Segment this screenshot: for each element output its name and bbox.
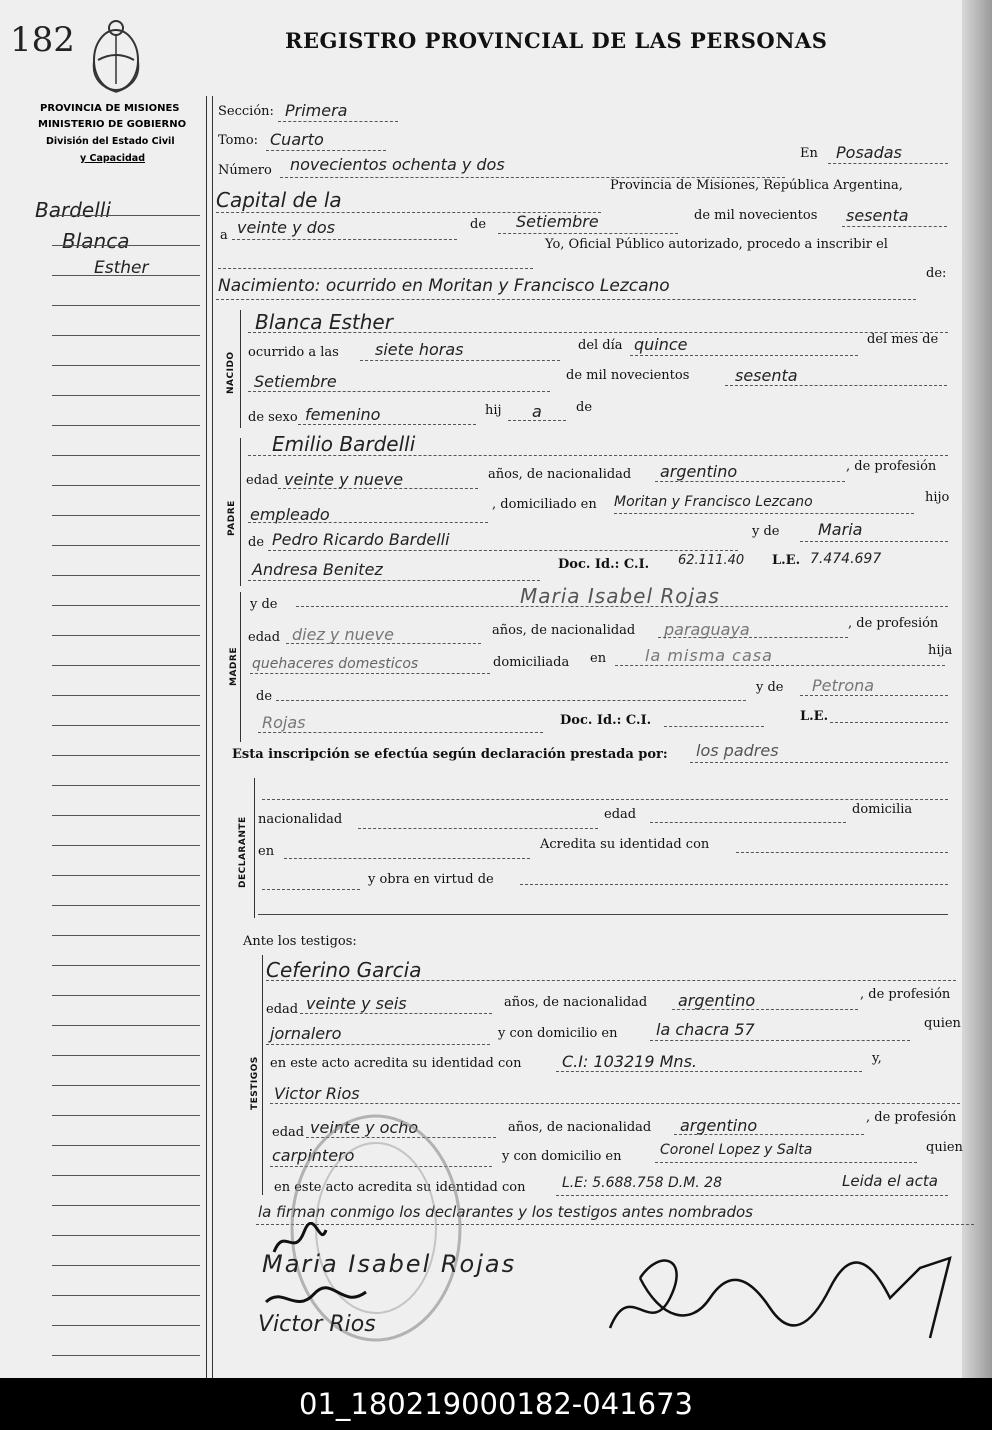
declarante-en-label: en	[258, 844, 275, 859]
anio-registro: sesenta	[846, 206, 909, 225]
a-label: a	[220, 228, 228, 243]
lugar-value: Posadas	[836, 143, 902, 162]
madre-edad-line	[286, 643, 481, 644]
padre-le-label: L.E.	[772, 553, 801, 568]
padre-bracket	[240, 438, 241, 586]
declarante-extra-line	[262, 889, 360, 890]
padre-madre-line	[800, 541, 948, 542]
hij-value: a	[532, 402, 542, 421]
declarante-dom-label: domicilia	[852, 802, 913, 817]
madre-prof-line	[250, 673, 490, 674]
nacido-nombre: Blanca Esther	[255, 310, 393, 334]
nacido-nombre-line	[248, 332, 948, 333]
nacido-section-label: NACIDO	[226, 351, 236, 394]
tomo-value: Cuarto	[270, 130, 324, 149]
margin-ruled-line	[52, 1055, 200, 1056]
testigo2-dom-label: y con domicilio en	[502, 1149, 622, 1164]
margin-first-name: Blanca	[62, 229, 130, 253]
margin-surname: Bardelli	[35, 198, 111, 222]
margin-ruled-line	[52, 665, 200, 666]
madre-nacionalidad: paraguaya	[664, 620, 750, 639]
testigo1-edad-line	[300, 1013, 492, 1014]
testigo1-ci: C.I: 103219 Mns.	[562, 1052, 697, 1071]
padre-padre-line	[268, 550, 738, 551]
signature-official	[600, 1238, 960, 1358]
hij-label: hij	[485, 403, 502, 418]
margin-ruled-line	[52, 1265, 200, 1266]
madre-yde-label: y de	[250, 597, 278, 612]
padre-hijo-label: hijo	[925, 490, 950, 505]
madre-dom-line	[615, 665, 945, 666]
declaracion-text: Esta inscripción se efectúa según declaración prestada por:	[232, 747, 668, 762]
margin-ruled-line	[52, 215, 200, 216]
madre-domicilio: la misma casa	[645, 646, 773, 665]
madre-prof-label: , de profesión	[848, 616, 939, 631]
margin-ruled-line	[52, 1355, 200, 1356]
margin-ruled-line	[52, 335, 200, 336]
testigo1-quien: quien	[924, 1016, 961, 1031]
margin-ruled-line	[52, 755, 200, 756]
signature-testigo: Victor Rios	[258, 1312, 376, 1337]
testigo2-edad: veinte y ocho	[310, 1118, 419, 1137]
madre-nombre-line	[296, 606, 948, 607]
testigo1-nombre-line	[266, 980, 956, 981]
dia-label: del día	[578, 338, 623, 353]
madre-section-label: MADRE	[229, 647, 239, 686]
margin-ruled-line	[52, 1025, 200, 1026]
provincia-text: Provincia de Misiones, República Argentina,	[610, 178, 903, 193]
testigo1-dom-line	[650, 1040, 910, 1041]
testigo2-prof: carpintero	[272, 1146, 355, 1165]
padre-edad-label: edad	[246, 473, 279, 488]
margin-ruled-line	[52, 725, 200, 726]
margin-ruled-line	[52, 605, 200, 606]
lugar-line	[828, 163, 948, 164]
margin-ruled-line	[52, 965, 200, 966]
testigo2-nac-label: años, de nacionalidad	[508, 1120, 652, 1135]
madre-de-line	[276, 700, 746, 701]
anio-nacido-line	[725, 385, 947, 386]
declarante-edad-label: edad	[604, 807, 637, 822]
declarante-edad-line	[650, 822, 846, 823]
padre-le: 7.474.697	[810, 551, 882, 567]
anio-nacido: sesenta	[735, 366, 798, 385]
hora-value: siete horas	[375, 340, 464, 359]
margin-ruled-line	[52, 1205, 200, 1206]
testigo1-dom: la chacra 57	[656, 1020, 755, 1039]
de-label: de	[470, 217, 487, 232]
declarante-nac-label: nacionalidad	[258, 812, 343, 827]
document-footer-id: 01_180219000182-041673	[0, 1378, 992, 1430]
madre-de-label: de	[256, 689, 273, 704]
testigo2-nac-line	[674, 1134, 864, 1135]
declarante-nac-line	[358, 828, 598, 829]
testigo1-prof-label: , de profesión	[860, 987, 951, 1002]
cierre-texto: la firman conmigo los declarantes y los testigos antes nombrados	[258, 1203, 753, 1221]
margin-ruled-line	[52, 995, 200, 996]
blank-line	[218, 268, 533, 269]
padre-madre2-line	[248, 580, 540, 581]
margin-ruled-line	[52, 515, 200, 516]
seccion-value: Primera	[285, 101, 348, 120]
header-province: PROVINCIA DE MISIONES	[40, 103, 180, 114]
testigo1-nac-label: años, de nacionalidad	[504, 995, 648, 1010]
testigo1-nombre: Ceferino Garcia	[266, 958, 422, 982]
declarante-acredita-label: Acredita su identidad con	[540, 837, 710, 852]
header-capacity: y Capacidad	[80, 153, 145, 164]
mes-registro: Setiembre	[516, 212, 599, 231]
margin-ruled-line	[52, 1145, 200, 1146]
madre-le-line	[830, 722, 948, 723]
padre-nac-label: años, de nacionalidad	[488, 467, 632, 482]
nacido-de-label: de	[576, 400, 593, 415]
margin-divider-inner	[212, 96, 213, 1378]
margin-ruled-line	[52, 545, 200, 546]
testigo1-y: y,	[872, 1051, 882, 1066]
sexo-value: femenino	[305, 405, 381, 424]
testigo2-dom: Coronel Lopez y Salta	[660, 1142, 813, 1158]
en-label: En	[800, 146, 818, 161]
testigo1-nac: argentino	[678, 991, 756, 1010]
page-edge-shadow	[962, 0, 992, 1378]
declarante-nombre-line	[262, 799, 948, 800]
inscripcion-line	[216, 299, 916, 300]
declarante-obra-line	[520, 884, 948, 885]
dia-registro: veinte y dos	[237, 218, 335, 237]
testigo2-quien: quien	[926, 1140, 963, 1155]
cierre-leida: Leida el acta	[842, 1172, 938, 1190]
testigo1-acredita-label: en este acto acredita su identidad con	[270, 1056, 522, 1071]
inscripcion-value: Nacimiento: ocurrido en Moritan y Francisco Lezcano	[218, 276, 670, 296]
madre-madre: Petrona	[812, 676, 875, 695]
mes-nacido: Setiembre	[254, 372, 337, 391]
header-division: División del Estado Civil	[46, 136, 175, 147]
margin-ruled-line	[52, 1325, 200, 1326]
declarante-obra-label: y obra en virtud de	[368, 872, 494, 887]
margin-second-name: Esther	[94, 258, 149, 278]
declarante-en-line	[284, 858, 530, 859]
margin-ruled-line	[52, 845, 200, 846]
margin-ruled-line	[52, 875, 200, 876]
de-colon: de:	[926, 266, 947, 281]
margin-ruled-line	[52, 695, 200, 696]
margin-ruled-line	[52, 1235, 200, 1236]
dia-nacido: quince	[634, 335, 688, 354]
testigo2-dom-line	[655, 1162, 917, 1163]
padre-profesion: empleado	[250, 505, 330, 524]
tomo-line	[266, 150, 386, 151]
mes-nacido-line	[248, 391, 550, 392]
padre-prof-label: , de profesión	[846, 459, 937, 474]
margin-ruled-line	[52, 785, 200, 786]
declaracion-por: los padres	[696, 741, 779, 760]
padre-de-label: de	[248, 535, 265, 550]
testigo2-nombre: Victor Rios	[274, 1084, 360, 1103]
margin-ruled-line	[52, 485, 200, 486]
seccion-line	[278, 121, 398, 122]
padre-yde-label: y de	[752, 524, 780, 539]
margin-ruled-line	[52, 1115, 200, 1116]
lugar2-value: Capital de la	[216, 188, 342, 212]
margin-ruled-line	[52, 1085, 200, 1086]
testigo2-nac: argentino	[680, 1116, 758, 1135]
padre-edad-line	[278, 488, 478, 489]
madre-dom-label: domiciliada	[493, 655, 570, 670]
dia-nacido-line	[630, 355, 858, 356]
page-title: REGISTRO PROVINCIAL DE LAS PERSONAS	[285, 28, 828, 53]
oficial-text: Yo, Oficial Público autorizado, procedo a inscribir el	[545, 237, 888, 252]
margin-ruled-line	[52, 425, 200, 426]
testigo1-edad-label: edad	[266, 1002, 299, 1017]
padre-nac-line	[655, 481, 845, 482]
madre-madre-line	[800, 695, 948, 696]
hij-line	[508, 420, 566, 421]
mes-label: del mes de	[867, 332, 939, 347]
madre-yde2-label: y de	[756, 680, 784, 695]
nacido-bracket	[240, 310, 241, 428]
numero-label: Número	[218, 163, 272, 178]
anio-nacido-label: de mil novecientos	[566, 368, 690, 383]
madre-nac-line	[658, 637, 848, 638]
sexo-label: de sexo	[248, 410, 298, 425]
margin-ruled-line	[52, 365, 200, 366]
madre-nombre: Maria Isabel Rojas	[520, 584, 720, 608]
padre-madre: Maria	[818, 520, 863, 539]
testigos-section-label: TESTIGOS	[250, 1056, 260, 1110]
testigo2-nombre-line	[270, 1103, 960, 1104]
hora-line	[360, 360, 560, 361]
testigo1-nac-line	[672, 1009, 858, 1010]
declarante-section-label: DECLARANTE	[238, 816, 248, 888]
padre-section-label: PADRE	[227, 500, 237, 536]
madre-nac-label: años, de nacionalidad	[492, 623, 636, 638]
testigo1-dom-label: y con domicilio en	[498, 1026, 618, 1041]
madre-ci-line	[664, 726, 764, 727]
declaracion-line	[690, 762, 948, 763]
tomo-label: Tomo:	[218, 133, 259, 148]
header-ministry: MINISTERIO DE GOBIERNO	[38, 119, 187, 130]
margin-ruled-line	[52, 305, 200, 306]
testigo1-prof-line	[266, 1044, 490, 1045]
testigo2-ci-line	[556, 1195, 948, 1196]
testigos-bracket	[262, 955, 263, 1195]
numero-value: novecientos ochenta y dos	[290, 155, 505, 174]
anio-registro-line	[842, 226, 947, 227]
madre-edad-label: edad	[248, 630, 281, 645]
padre-edad: veinte y nueve	[284, 470, 404, 489]
testigo2-edad-label: edad	[272, 1125, 305, 1140]
testigo1-prof: jornalero	[270, 1024, 342, 1043]
sexo-line	[298, 424, 476, 425]
madre-edad: diez y nueve	[292, 625, 394, 644]
testigo2-acredita-label: en este acto acredita su identidad con	[274, 1180, 526, 1195]
testigo2-prof-label: , de profesión	[866, 1110, 957, 1125]
signature-madre: Maria Isabel Rojas	[262, 1250, 517, 1278]
margin-ruled-line	[52, 815, 200, 816]
padre-padre: Pedro Ricardo Bardelli	[272, 530, 450, 549]
declarante-bracket	[254, 778, 255, 918]
dia-registro-line	[232, 239, 457, 240]
margin-ruled-line	[52, 935, 200, 936]
mes-registro-line	[498, 233, 678, 234]
margin-ruled-line	[52, 1295, 200, 1296]
anio-label: de mil novecientos	[694, 208, 818, 223]
padre-dom-line	[614, 513, 914, 514]
margin-ruled-line	[52, 905, 200, 906]
madre-madre2: Rojas	[262, 713, 306, 732]
padre-nacionalidad: argentino	[660, 462, 738, 481]
declarante-end-line	[258, 914, 948, 915]
padre-nombre: Emilio Bardelli	[272, 432, 416, 456]
madre-doc-label: Doc. Id.: C.I.	[560, 713, 652, 728]
madre-madre2-line	[258, 732, 543, 733]
padre-dom-label: , domiciliado en	[492, 497, 597, 512]
ocurrido-label: ocurrido a las	[248, 345, 339, 360]
declarante-acredita-line	[736, 852, 948, 853]
margin-divider	[206, 96, 207, 1378]
testigo1-edad: veinte y seis	[306, 994, 407, 1013]
madre-profesion: quehaceres domesticos	[252, 656, 419, 672]
madre-bracket	[240, 592, 241, 742]
margin-ruled-line	[52, 455, 200, 456]
padre-nombre-line	[248, 455, 948, 456]
margin-ruled-line	[52, 395, 200, 396]
testigos-ante: Ante los testigos:	[243, 934, 357, 949]
madre-en-label: en	[590, 651, 607, 666]
testigo1-ci-line	[556, 1071, 862, 1072]
padre-ci: 62.111.40	[678, 553, 745, 568]
padre-domicilio: Moritan y Francisco Lezcano	[614, 494, 813, 510]
padre-doc-label: Doc. Id.: C.I.	[558, 557, 650, 572]
testigo2-ci: L.E: 5.688.758 D.M. 28	[562, 1175, 722, 1191]
madre-hija-label: hija	[928, 643, 953, 658]
margin-ruled-line	[52, 1175, 200, 1176]
madre-le-label: L.E.	[800, 709, 829, 724]
seccion-label: Sección:	[218, 104, 274, 119]
margin-ruled-line	[52, 635, 200, 636]
margin-ruled-line	[52, 275, 200, 276]
coat-of-arms-emblem	[88, 14, 144, 94]
padre-prof-line	[248, 522, 488, 523]
page-number: 182	[10, 20, 75, 60]
margin-ruled-line	[52, 575, 200, 576]
padre-madre2: Andresa Benitez	[252, 560, 383, 579]
margin-ruled-line	[52, 245, 200, 246]
